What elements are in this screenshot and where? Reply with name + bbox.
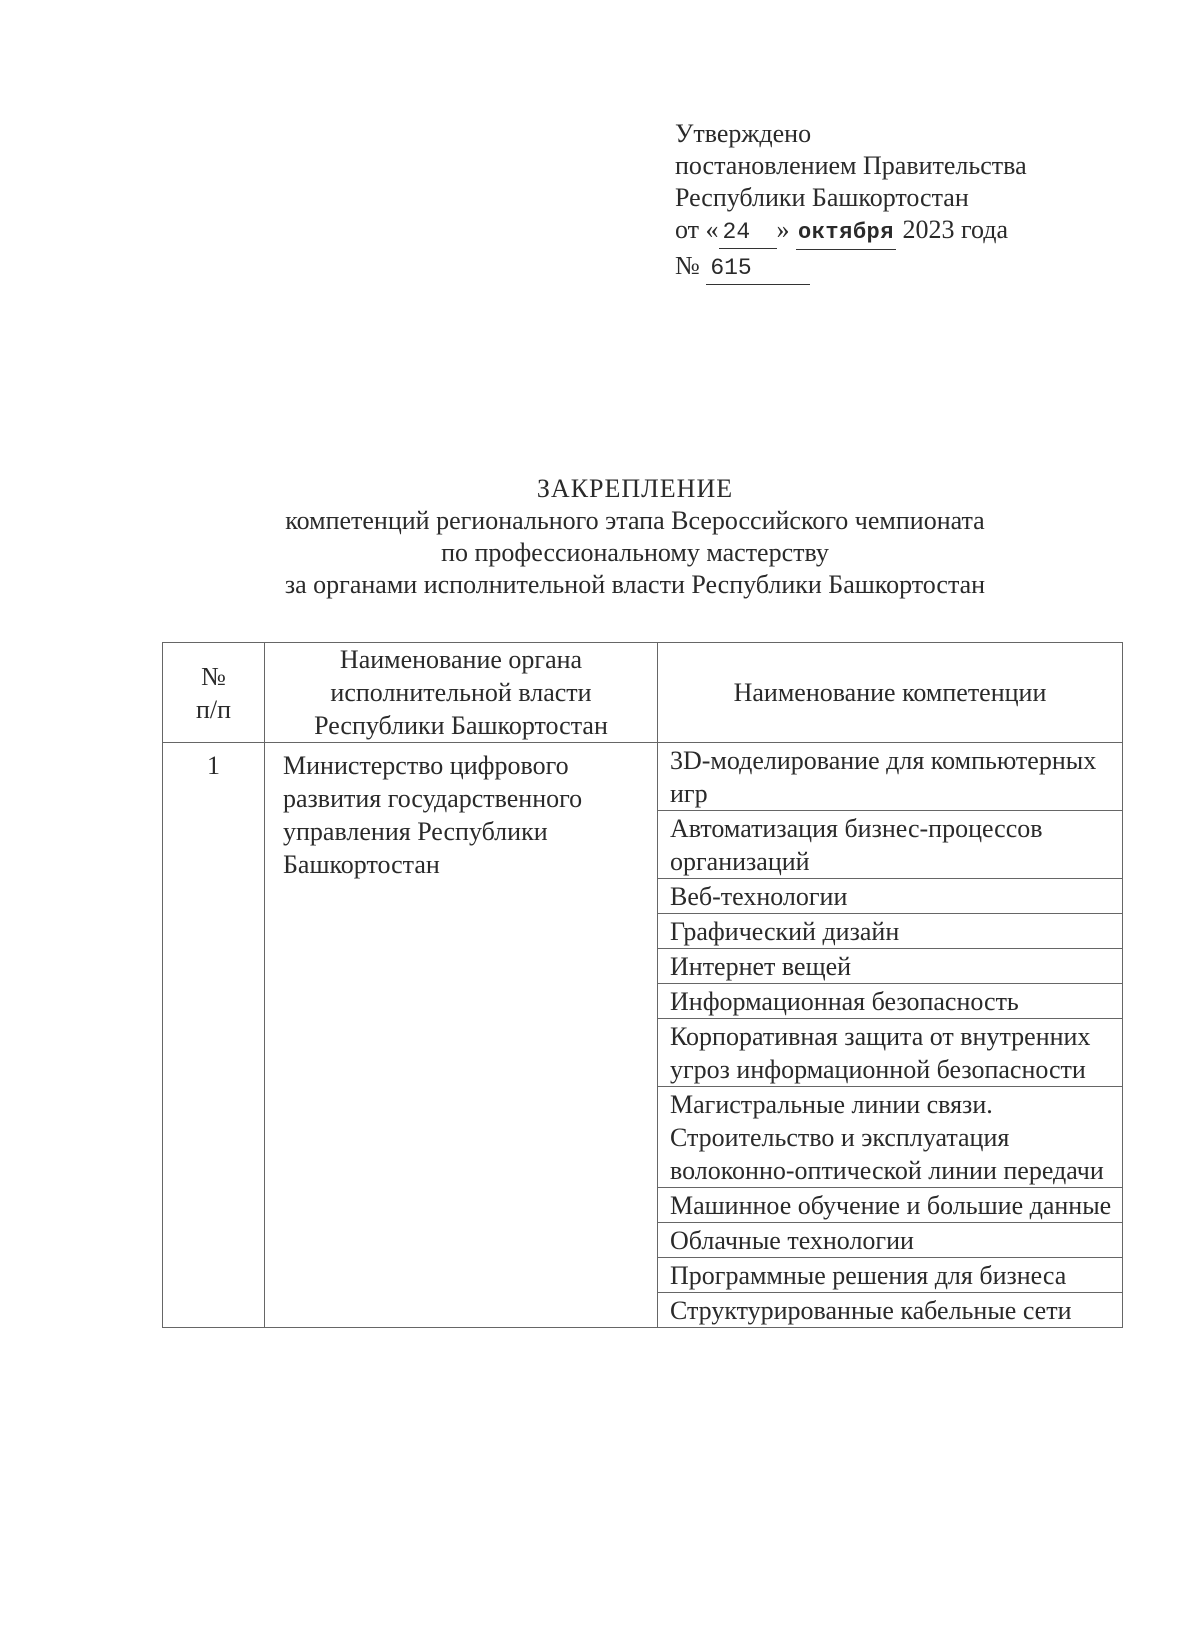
- date-day: 24: [719, 216, 777, 249]
- competence-item: Магистральные линии связи. Строительство и эксплуатация волоконно-оптической линии передачи: [658, 1087, 1123, 1188]
- approval-stamp: [675, 118, 1027, 285]
- header-org: Наименование органа исполнительной власти Республики Башкортостан: [265, 643, 658, 743]
- date-month: октября: [796, 217, 896, 250]
- table-header-row: [163, 643, 1123, 743]
- date-year: 2023 года: [902, 215, 1008, 244]
- competence-item: Корпоративная защита от внутренних угроз информационной безопасности: [658, 1019, 1123, 1087]
- document-number: 615: [706, 252, 810, 285]
- table-row: [163, 743, 1123, 811]
- competence-item: 3D-моделирование для компьютерных игр: [658, 743, 1123, 811]
- row-organization: Министерство цифрового развития государственного управления Республики Башкортостан: [265, 743, 658, 1328]
- document-title: [0, 473, 1200, 601]
- competence-item: Машинное обучение и большие данные: [658, 1188, 1123, 1223]
- competence-item: Облачные технологии: [658, 1223, 1123, 1258]
- header-num: № п/п: [163, 643, 265, 743]
- header-competence: Наименование компетенции: [658, 643, 1123, 743]
- approval-number: [675, 250, 1027, 285]
- competence-item: Информационная безопасность: [658, 984, 1123, 1019]
- competence-item: Интернет вещей: [658, 949, 1123, 984]
- competence-item: Графический дизайн: [658, 914, 1123, 949]
- approval-line-3: Республики Башкортостан: [675, 183, 969, 212]
- date-close: »: [776, 215, 790, 244]
- competence-item: Программные решения для бизнеса: [658, 1258, 1123, 1293]
- competence-table: [162, 642, 1123, 1328]
- competence-item: Структурированные кабельные сети: [658, 1293, 1123, 1328]
- number-sign: №: [675, 251, 700, 280]
- row-number: 1: [163, 743, 265, 1328]
- title-heading: ЗАКРЕПЛЕНИЕ: [536, 474, 734, 503]
- title-line-2: по профессиональному мастерству: [441, 538, 829, 567]
- competence-item: Веб-технологии: [658, 879, 1123, 914]
- approval-line-2: постановлением Правительства: [675, 151, 1027, 180]
- title-line-3: за органами исполнительной власти Республики Башкортостан: [284, 570, 986, 599]
- date-prefix: от «: [675, 215, 719, 244]
- approval-line-1: Утверждено: [675, 119, 812, 148]
- competence-item: Автоматизация бизнес-процессов организаций: [658, 811, 1123, 879]
- approval-date: [675, 214, 1027, 250]
- title-line-1: компетенций регионального этапа Всероссийского чемпионата: [285, 506, 985, 535]
